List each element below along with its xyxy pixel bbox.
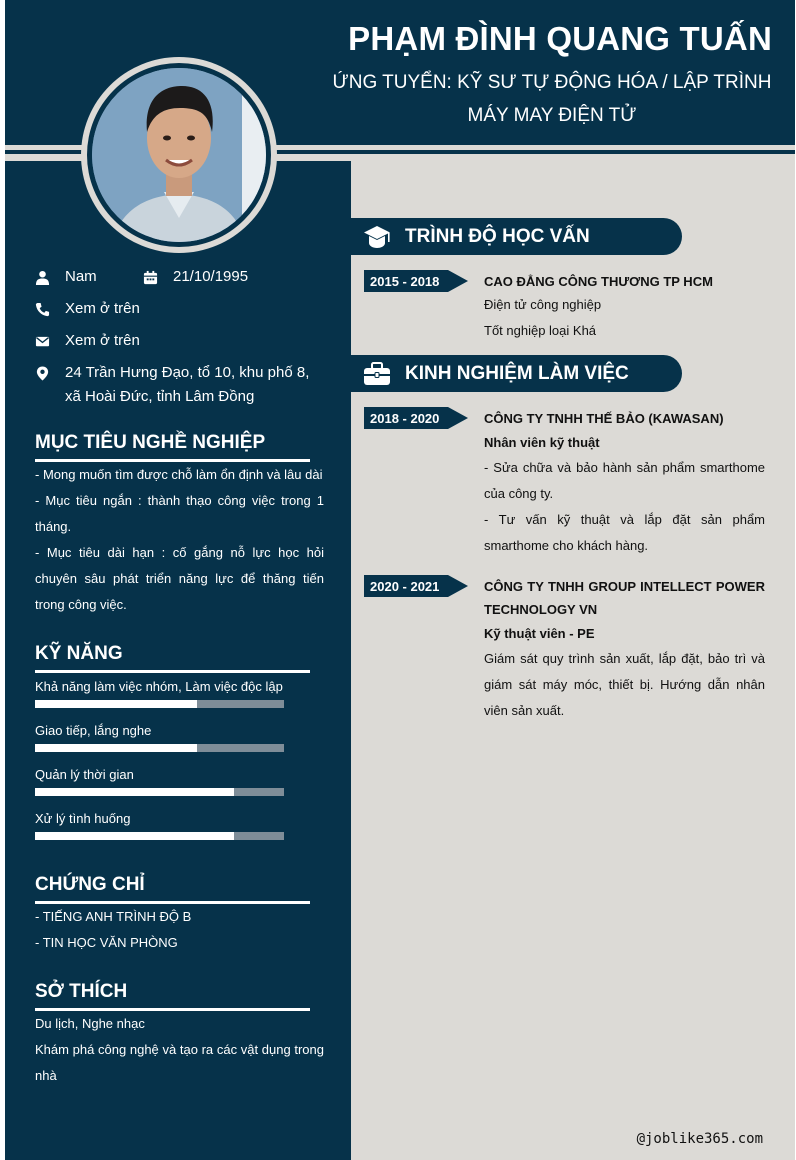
graduation-cap-icon	[363, 224, 391, 250]
certificate-item: - TIẾNG ANH TRÌNH ĐỘ B	[35, 909, 192, 924]
avatar	[81, 57, 277, 253]
gender-text: Nam	[65, 268, 97, 285]
footer-watermark: @joblike365.com	[636, 1131, 763, 1147]
birthday-text: 21/10/1995	[173, 268, 249, 285]
phone-icon	[35, 302, 50, 317]
objective-line: - Mục tiêu ngắn : thành thạo công việc trong 1 tháng.	[35, 493, 324, 534]
job-position: Nhân viên kỹ thuật	[484, 435, 600, 450]
education-header	[351, 218, 682, 255]
skill-bar	[35, 832, 284, 840]
education-period-tag	[364, 270, 468, 292]
company-name: CÔNG TY TNHH THẾ BẢO (KAWASAN)	[484, 411, 724, 426]
hobby-item: Du lịch, Nghe nhạc	[35, 1016, 145, 1031]
skill-label: Xử lý tình huống	[35, 811, 131, 826]
objective-line: - Mục tiêu dài hạn : cố gắng nỗ lực học hỏi chuyên sâu phát triển năng lực để thăng tiến trong công việc.	[35, 545, 324, 612]
education-title: TRÌNH ĐỘ HỌC VẤN	[405, 226, 590, 247]
certificate-item: - TIN HỌC VĂN PHÒNG	[35, 935, 178, 950]
job-description: Giám sát quy trình sản xuất, lắp đặt, bảo trì và giám sát máy móc, thiết bị. Hướng dẫn nhân viên sản xuất.	[484, 651, 765, 718]
skill-bar-fill	[35, 788, 234, 796]
education-grade: Tốt nghiệp loại Khá	[484, 323, 597, 338]
skill-bar	[35, 788, 284, 796]
objective-line: - Mong muốn tìm được chỗ làm ổn định và lâu dài	[35, 467, 323, 482]
school-name: CAO ĐẲNG CÔNG THƯƠNG TP HCM	[484, 274, 713, 289]
hobbies-title: SỞ THÍCH	[35, 981, 128, 1002]
skill-bar-fill	[35, 700, 197, 708]
job-period-tag	[364, 575, 468, 597]
skill-label: Giao tiếp, lắng nghe	[35, 723, 152, 738]
skills-title: KỸ NĂNG	[35, 643, 123, 664]
envelope-icon	[35, 334, 50, 349]
calendar-icon	[143, 270, 158, 285]
education-major: Điện tử công nghiệp	[484, 297, 602, 312]
user-icon	[35, 270, 50, 285]
candidate-name: PHẠM ĐÌNH QUANG TUẤN	[348, 20, 772, 57]
skill-bar	[35, 700, 284, 708]
hobby-item: Khám phá công nghệ và tạo ra các vật dụng trong nhà	[35, 1042, 324, 1083]
objective-title: MỤC TIÊU NGHỀ NGHIỆP	[35, 432, 266, 453]
experience-title: KINH NGHIỆM LÀM VIỆC	[405, 363, 629, 384]
experience-header	[351, 355, 682, 392]
skill-label: Khả năng làm việc nhóm, Làm việc độc lập	[35, 679, 283, 694]
skill-label: Quản lý thời gian	[35, 767, 134, 782]
job-period: 2018 - 2020	[370, 411, 440, 426]
location-pin-icon	[35, 366, 50, 381]
certificates-title: CHỨNG CHỈ	[35, 874, 145, 895]
job-description: - Sửa chữa và bảo hành sản phẩm smarthome của công ty.	[484, 460, 765, 501]
address-text: 24 Trần Hưng Đạo, tổ 10, khu phố 8, xã Hoài Đức, tỉnh Lâm Đồng	[65, 364, 310, 405]
education-period: 2015 - 2018	[370, 274, 440, 289]
skill-bar-fill	[35, 832, 234, 840]
job-position: Kỹ thuật viên - PE	[484, 626, 595, 641]
skill-bar	[35, 744, 284, 752]
job-description: - Tư vấn kỹ thuật và lắp đặt sản phẩm smarthome cho khách hàng.	[484, 512, 765, 553]
job-period: 2020 - 2021	[370, 579, 440, 594]
phone-text: Xem ở trên	[65, 300, 140, 317]
company-name: CÔNG TY TNHH GROUP INTELLECT POWER TECHNOLOGY VN	[484, 579, 765, 617]
applied-position: ỨNG TUYỂN: KỸ SƯ TỰ ĐỘNG HÓA / LẬP TRÌNH MÁY MAY ĐIỆN TỬ	[332, 72, 772, 126]
job-period-tag	[364, 407, 468, 429]
skill-bar-fill	[35, 744, 197, 752]
profile-photo	[92, 68, 266, 242]
resume-page	[5, 0, 795, 1160]
email-text: Xem ở trên	[65, 332, 140, 349]
briefcase-icon	[363, 361, 391, 387]
